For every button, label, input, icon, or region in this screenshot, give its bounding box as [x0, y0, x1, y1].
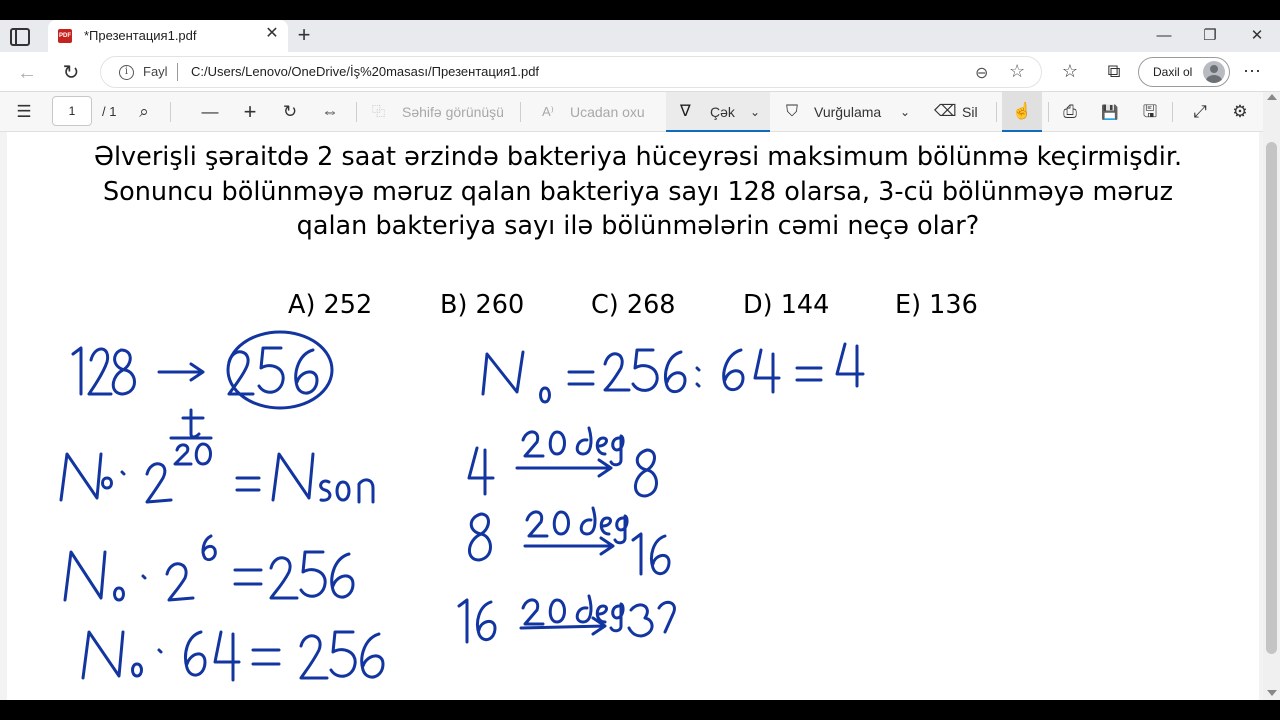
divider: [170, 102, 171, 122]
pen-icon: ∇: [680, 103, 691, 120]
read-aloud-icon: A⁾: [542, 104, 554, 119]
sign-in-label: Daxil ol: [1153, 65, 1193, 79]
option-d: D) 144: [743, 290, 830, 320]
ink-stroke: [635, 450, 656, 496]
avatar: [1203, 61, 1225, 83]
scroll-thumb[interactable]: [1266, 142, 1277, 654]
sign-in-button[interactable]: [1138, 57, 1230, 87]
highlight-button[interactable]: Vurğulama: [814, 104, 882, 120]
ink-stroke: [159, 364, 203, 380]
ink-stroke: [527, 512, 547, 536]
page-number-input[interactable]: 1: [52, 96, 92, 126]
tab-close-icon[interactable]: ✕: [265, 25, 279, 42]
read-aloud-button[interactable]: Ucadan oxu: [570, 104, 645, 120]
ink-stroke: [478, 602, 496, 640]
ink-stroke: [359, 480, 373, 502]
question-text: Əlverişli şəraitdə 2 saat ərzində bakteriya hüceyrəsi maksimum bölünmə keçirmişdir. Sonuncu bölünməyə məruz qalan bakteriya sayı 128 olarsa, 3-cü bölünməyə məruz qalan bakteriya sayı ilə bölünmələrin cəmi neçə olar?: [93, 142, 1183, 241]
option-e: E) 136: [895, 290, 978, 320]
draw-button[interactable]: [666, 92, 770, 132]
page-view-button[interactable]: Səhifə görünüşü: [402, 104, 504, 120]
fit-page-icon[interactable]: ⇔: [321, 102, 339, 121]
option-b: B) 260: [440, 290, 525, 320]
ink-stroke: [629, 605, 652, 636]
ink-stroke: [597, 438, 606, 454]
ink-stroke: [837, 344, 863, 386]
add-favorite-icon[interactable]: ☆: [1009, 61, 1026, 81]
ink-stroke: [550, 600, 564, 622]
new-tab-button[interactable]: +: [297, 22, 311, 47]
ink-stroke: [175, 445, 191, 464]
ink-stroke: [331, 632, 355, 676]
ink-stroke: [301, 552, 325, 596]
ink-stroke: [652, 536, 670, 574]
ink-stroke: [459, 600, 467, 642]
more-icon[interactable]: ⋯: [1243, 61, 1261, 81]
zoom-out-icon[interactable]: —: [201, 102, 219, 121]
ink-stroke: [541, 388, 550, 402]
highlighter-icon: ⛉: [786, 103, 799, 120]
zoom-in-icon[interactable]: +: [243, 99, 257, 124]
ink-stroke: [605, 354, 629, 390]
ink-stroke: [362, 634, 383, 677]
ink-stroke: [296, 350, 317, 393]
ink-stroke: [159, 650, 161, 652]
settings-icon[interactable]: ⚙: [1232, 102, 1248, 121]
handwritten-ink: [7, 132, 1259, 700]
draw-label: Çək: [710, 104, 735, 120]
ink-stroke: [183, 410, 203, 437]
scroll-up-icon[interactable]: [1267, 94, 1277, 100]
search-icon[interactable]: ⌕: [139, 102, 149, 121]
pdf-page[interactable]: [7, 132, 1259, 700]
ink-stroke: [483, 352, 523, 394]
ink-stroke: [724, 350, 743, 390]
tab-pdf[interactable]: [48, 20, 288, 52]
divider: [996, 102, 997, 122]
window-close-button[interactable]: ✕: [1250, 27, 1264, 44]
tab-actions-icon[interactable]: [10, 28, 30, 46]
ink-stroke: [469, 514, 490, 560]
ink-stroke: [196, 444, 210, 464]
ink-stroke: [666, 352, 685, 392]
address-bar: [0, 52, 1280, 92]
ink-stroke: [273, 454, 313, 500]
ink-stroke: [143, 576, 145, 578]
chevron-down-icon[interactable]: ⌄: [750, 105, 761, 119]
ink-stroke: [103, 478, 112, 488]
ink-stroke: [89, 349, 111, 394]
ink-stroke: [577, 428, 591, 454]
ink-stroke: [61, 454, 101, 500]
divider: [520, 102, 521, 122]
ink-stroke: [65, 552, 105, 600]
pdf-toolbar: [0, 92, 1280, 132]
ink-stroke: [554, 512, 568, 534]
ink-stroke: [133, 664, 142, 676]
ink-stroke: [203, 536, 215, 560]
ink-stroke: [611, 604, 623, 631]
ink-stroke: [633, 534, 641, 574]
ink-stroke: [523, 600, 543, 624]
ink-stroke: [659, 602, 674, 632]
document-viewport[interactable]: [0, 132, 1280, 700]
option-c: C) 268: [591, 290, 676, 320]
vertical-scrollbar[interactable]: [1263, 92, 1280, 700]
collections-icon[interactable]: ⧉: [1107, 61, 1121, 81]
ink-stroke: [259, 348, 283, 392]
favorites-icon[interactable]: ☆: [1061, 61, 1079, 81]
ink-stroke: [697, 368, 699, 386]
ink-stroke: [611, 436, 623, 465]
contents-icon[interactable]: ☰: [16, 102, 32, 121]
print-icon[interactable]: ⎙: [1063, 102, 1077, 121]
rotate-icon[interactable]: ↻: [282, 102, 298, 121]
ink-stroke: [167, 564, 193, 600]
zoom-icon[interactable]: ⊖: [975, 65, 989, 82]
ink-stroke: [122, 472, 124, 474]
restore-button[interactable]: ❐: [1203, 27, 1217, 44]
ink-stroke: [113, 350, 134, 394]
ink-stroke: [235, 570, 261, 584]
url-separator: [177, 63, 178, 81]
ink-stroke: [755, 350, 779, 392]
ink-stroke: [337, 482, 349, 500]
ink-stroke: [517, 460, 611, 476]
ink-stroke: [301, 636, 327, 678]
divider: [356, 102, 357, 122]
erase-button[interactable]: Sil: [962, 104, 978, 120]
ink-stroke: [186, 632, 205, 675]
ink-stroke: [581, 508, 595, 534]
pdf-file-icon: PDF: [58, 29, 72, 43]
ink-stroke: [215, 632, 239, 680]
ink-stroke: [237, 478, 259, 490]
save-icon[interactable]: 💾: [1101, 104, 1119, 120]
ink-stroke: [83, 632, 123, 678]
divider: [1172, 102, 1173, 122]
page-total: / 1: [102, 104, 117, 119]
refresh-button[interactable]: ↻: [62, 62, 80, 84]
back-button[interactable]: ←: [17, 62, 37, 84]
scroll-down-icon[interactable]: [1267, 690, 1277, 696]
ink-stroke: [569, 372, 593, 384]
save-as-icon[interactable]: 🖫: [1142, 102, 1158, 121]
tab-title: *Презентация1.pdf: [84, 28, 197, 43]
url-text[interactable]: C:/Users/Lenovo/OneDrive/İş%20masası/Презентация1.pdf: [191, 64, 540, 79]
ink-stroke: [597, 606, 606, 622]
page-view-icon: ⿻: [372, 104, 386, 119]
ink-stroke: [633, 350, 657, 390]
ink-stroke: [469, 448, 493, 494]
ink-stroke: [115, 588, 124, 600]
ink-stroke: [615, 516, 627, 543]
ink-stroke: [550, 432, 564, 454]
url-field[interactable]: [100, 56, 1042, 88]
ink-stroke: [797, 368, 821, 380]
ink-stroke: [73, 348, 81, 394]
info-icon[interactable]: i: [119, 65, 134, 80]
ink-stroke: [332, 554, 353, 597]
ink-stroke: [523, 432, 543, 456]
ink-stroke: [321, 481, 330, 500]
fullscreen-icon[interactable]: ⤢: [1193, 102, 1207, 121]
eraser-icon: ⌫: [934, 103, 957, 120]
divider: [1048, 102, 1049, 122]
ink-stroke: [601, 518, 610, 534]
touch-write-button[interactable]: [1002, 92, 1042, 132]
ink-stroke: [525, 538, 613, 554]
touch-icon: ☝: [1012, 103, 1032, 120]
ink-stroke: [577, 596, 591, 622]
chevron-down-icon[interactable]: ⌄: [900, 105, 911, 119]
ink-stroke: [271, 558, 297, 598]
file-label: Fayl: [143, 64, 168, 79]
option-a: A) 252: [288, 290, 373, 320]
minimize-button[interactable]: —: [1156, 27, 1172, 44]
ink-stroke: [253, 650, 279, 664]
ink-stroke: [147, 464, 171, 502]
